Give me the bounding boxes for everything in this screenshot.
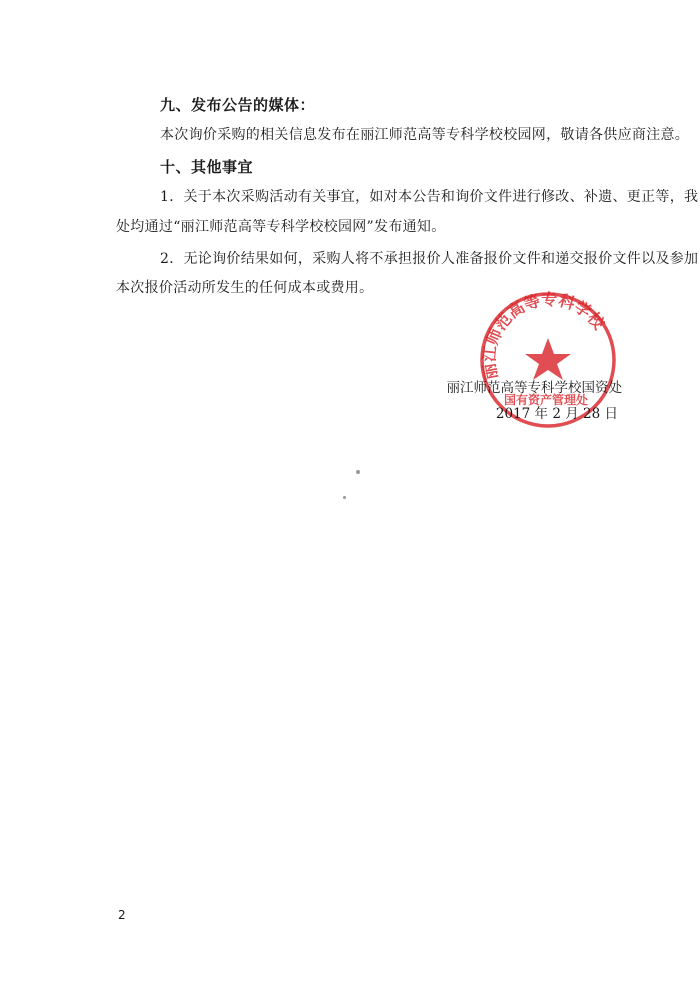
section-10-item-1-line-2: 处均通过“丽江师范高等专科学校校园网”发布通知。 [116,219,446,235]
section-10-item-2-line-2: 本次报价活动所发生的任何成本或费用。 [116,280,374,296]
seal-bottom-text: 国有资产管理处 [503,393,589,407]
seal-ring-text: 丽江师范高等专科学校 [479,289,609,381]
section-9-heading: 九、发布公告的媒体： [160,96,316,114]
section-9-text: 本次询价采购的相关信息发布在丽江师范高等专科学校校园网，敬请各供应商注意。 [160,127,690,143]
section-10-heading: 十、其他事宜 [160,158,254,176]
seal-star-icon [525,338,571,380]
section-10-item-2-line-1: 2．无论询价结果如何，采购人将不承担报价人准备报价文件和递交报价文件以及参加 [160,251,699,267]
scan-speck [343,496,346,499]
page-number: 2 [118,908,126,922]
section-10-item-1-line-1: 1．关于本次采购活动有关事宜，如对本公告和询价文件进行修改、补遗、更正等，我 [160,189,699,205]
signature-org: 丽江师范高等专科学校国资处 [446,380,622,396]
signature-date: 2017 年 2 月 28 日 [495,406,618,422]
scan-speck [356,470,360,474]
